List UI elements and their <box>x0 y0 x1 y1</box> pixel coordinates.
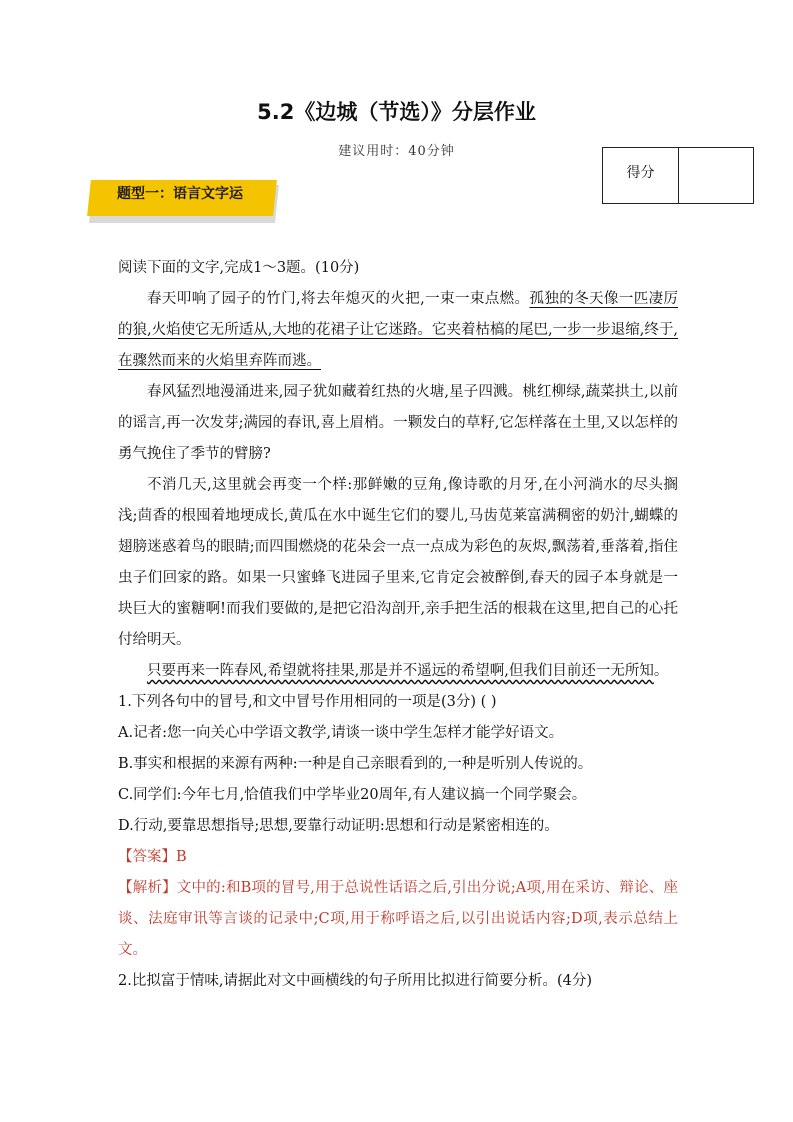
p4-end: 。 <box>653 663 669 679</box>
answer-label: 【答案】 <box>118 849 176 865</box>
q1-option-d: D.行动,要靠思想指导;思想,要靠行动证明:思想和行动是紧密相连的。 <box>118 818 559 834</box>
score-value-field[interactable] <box>679 148 753 203</box>
passage-intro: 阅读下面的文字,完成1～3题。(10分) <box>118 260 360 276</box>
passage-paragraph-3: 不消几天,这里就会再变一个样:那鲜嫩的豆角,像诗歌的月牙,在小河淌水的尽头搁浅;茴香的根囤着地埂成长,黄瓜在水中诞生它们的婴儿,马齿苋莱富满稠密的奶汁,蝴蝶的翅膀迷惑着鸟的眼睛;而四围燃烧的花朵会一点一点成为彩色的灰烬,飘荡着,垂落着,指住虫子们回家的路。如果一只蜜蜂飞进园子里来,它肯定会被醉倒,春天的园子本身就是一块巨大的蜜糖啊!而我们要做的,是把它沿沟剖开,亲手把生活的根栽在这里,把自己的心托付给明天。 <box>118 477 678 648</box>
section-tag-label: 题型一：语言文字运 <box>115 183 245 203</box>
q1-option-b: B.事实和根据的来源有两种:一种是自己亲眼看到的,一种是听别人传说的。 <box>118 756 593 772</box>
analysis-text: 文中的:和B项的冒号,用于总说性话语之后,引出分说;A项,用在采访、辩论、座谈、法庭审讯等言谈的记录中;C项,用于称呼语之后,以引出说话内容;D项,表示总结上文。 <box>118 880 678 958</box>
q2-stem: 2.比拟富于情味,请据此对文中画横线的句子所用比拟进行简要分析。(4分) <box>118 973 592 989</box>
answer-value: B <box>176 849 187 865</box>
passage-paragraph-1 <box>118 284 678 377</box>
content <box>118 253 678 997</box>
p1-plain: 春天叩响了园子的竹门,将去年熄灭的火把,一束一束点燃。 <box>147 291 530 307</box>
section-tag <box>85 177 278 223</box>
q1-analysis <box>118 873 678 966</box>
passage-paragraph-4 <box>118 656 678 687</box>
suggested-time: 建议用时：40分钟 <box>338 144 455 159</box>
score-label: 得分 <box>603 148 679 203</box>
q1-stem: 1.下列各句中的冒号,和文中冒号作用相同的一项是(3分) ( ) <box>118 694 497 710</box>
analysis-label: 【解析】 <box>118 880 177 896</box>
q1-option-c: C.同学们:今年七月,恰值我们中学毕业20周年,有人建议搞一个同学聚会。 <box>118 787 587 803</box>
page-title: 5.2《边城（节选）》分层作业 <box>257 100 536 124</box>
p1-underlined: 孤独的冬天像一匹凄厉的狼,火焰使它无所适从,大地的花裙子让它迷路。它夹着枯槁的尾巴,一步一步退缩,终于,在骤然而来的火焰里弃阵而逃。 <box>118 291 679 369</box>
passage-paragraph-2: 春风猛烈地漫涌进来,园子犹如藏着红热的火塘,星子四溅。桃红柳绿,蔬菜拱土,以前的谣言,再一次发芽;满园的春讯,喜上眉梢。一颗发白的草籽,它怎样落在土里,又以怎样的勇气挽住了季节的臂膀? <box>118 384 678 462</box>
score-box <box>602 147 754 204</box>
q1-answer <box>118 842 678 873</box>
p4-wavy: 只要再来一阵春风,希望就将挂果,那是并不遥远的希望啊,但我们目前还一无所知 <box>147 663 654 679</box>
q1-option-a: A.记者:您一向关心中学语文教学,请谈一谈中学生怎样才能学好语文。 <box>118 725 564 741</box>
